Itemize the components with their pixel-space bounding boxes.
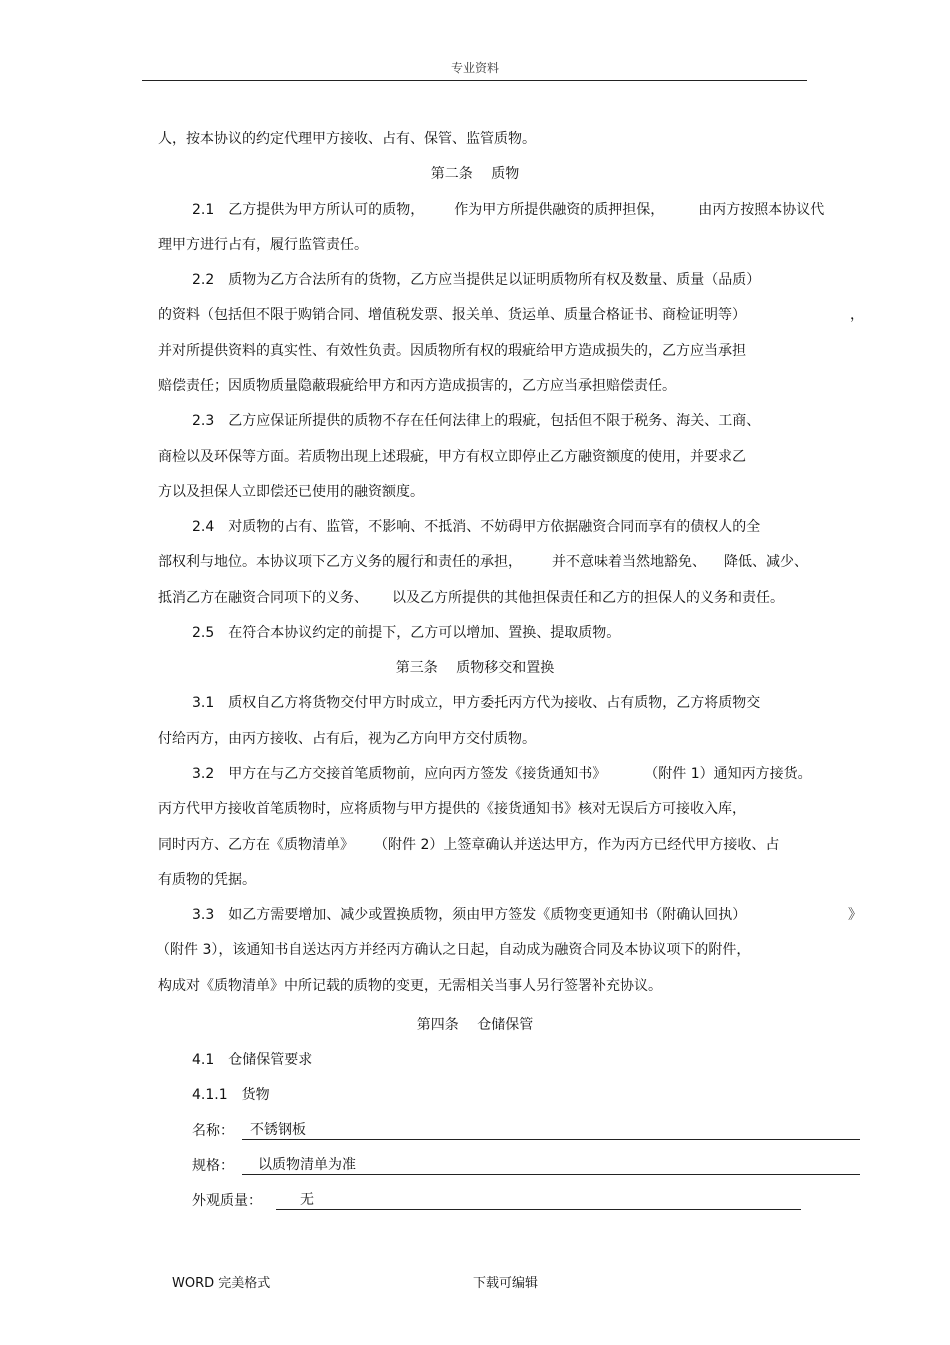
clause-3-1-line: 3.1 质权自乙方将货物交付甲方时成立，甲方委托丙方代为接收、占有质物，乙方将质物交 (192, 695, 761, 711)
spec-value: 以质物清单为准 (258, 1157, 356, 1173)
clause-2-2-comma: ， (850, 307, 864, 323)
clause-2-4-line: 2.4 对质物的占有、监管，不影响、不抵消、不妨碍甲方依据融资合同而享有的债权人的全 (192, 519, 761, 535)
text-segment: （附件 1）通知丙方接货。 (644, 766, 812, 782)
article-3-heading: 第三条 质物移交和置换 (395, 660, 555, 676)
text-segment: 作为甲方所提供融资的质押担保， (454, 202, 665, 218)
text-segment: 并不意味着当然地豁免、 (552, 554, 706, 570)
quality-field (276, 1191, 801, 1210)
paragraph-line: 人，按本协议的约定代理甲方接收、占有、保管、监管质物。 (158, 131, 536, 147)
text-segment: 部权利与地位。本协议项下乙方义务的履行和责任的承担， (158, 554, 522, 570)
clause-2-1-line: 理甲方进行占有，履行监管责任。 (158, 237, 368, 253)
clause-3-3-line: （附件 3），该通知书自送达丙方并经丙方确认之日起，自动成为融资合同及本协议项下的附件， (156, 942, 751, 958)
clause-2-2-line: 的资料（包括但不限于购销合同、增值税发票、报关单、货运单、质量合格证书、商检证明等） (158, 307, 746, 323)
clause-4-1-line: 4.1 仓储保管要求 (192, 1052, 313, 1068)
clause-3-3-line: 3.3 如乙方需要增加、减少或置换质物，须由甲方签发《质物变更通知书（附确认回执） (192, 907, 747, 923)
clause-2-3-line: 方以及担保人立即偿还已使用的融资额度。 (158, 484, 424, 500)
clause-2-4-line (158, 553, 808, 571)
text-segment: 抵消乙方在融资合同项下的义务、 (158, 590, 368, 606)
clause-3-2-line: 有质物的凭据。 (158, 872, 256, 888)
clause-3-2-line (192, 765, 812, 783)
spec-label: 规格： (192, 1158, 234, 1174)
quality-label: 外观质量： (192, 1193, 262, 1209)
clause-2-2-line: 2.2 质物为乙方合法所有的货物，乙方应当提供足以证明质物所有权及数量、质量（品质） (192, 272, 761, 288)
text-segment: （附件 2）上签章确认并送达甲方，作为丙方已经代甲方接收、占 (374, 837, 780, 853)
name-field (242, 1121, 860, 1140)
clause-4-1-1-line: 4.1.1 货物 (192, 1087, 270, 1103)
header-rule (142, 80, 807, 81)
clause-3-2-line: 丙方代甲方接收首笔质物时，应将质物与甲方提供的《接货通知书》核对无误后方可接收入库， (158, 801, 746, 817)
page-header: 专业资料 (450, 61, 499, 75)
clause-2-2-line: 赔偿责任；因质物质量隐蔽瑕疵给甲方和丙方造成损害的，乙方应当承担赔偿责任。 (158, 378, 676, 394)
clause-2-4-line (158, 589, 784, 607)
clause-2-3-line: 2.3 乙方应保证所提供的质物不存在任何法律上的瑕疵，包括但不限于税务、海关、工商、 (192, 413, 761, 429)
text-segment: 2.1 乙方提供为甲方所认可的质物， (192, 202, 425, 218)
name-value: 不锈钢板 (250, 1122, 306, 1138)
footer-right: 下载可编辑 (473, 1276, 539, 1291)
text-segment: 以及乙方所提供的其他担保责任和乙方的担保人的义务和责任。 (392, 590, 784, 606)
clause-3-3-line: 构成对《质物清单》中所记载的质物的变更，无需相关当事人另行签署补充协议。 (158, 978, 662, 994)
text-segment: 由丙方按照本协议代 (698, 202, 825, 218)
clause-3-2-line (158, 836, 779, 854)
clause-2-1-line (192, 201, 824, 219)
clause-2-5-line: 2.5 在符合本协议约定的前提下，乙方可以增加、置换、提取质物。 (192, 625, 621, 641)
clause-3-3-closing-bracket: 》 (848, 907, 862, 923)
text-segment: 3.2 甲方在与乙方交接首笔质物前，应向丙方签发《接货通知书》 (192, 766, 607, 782)
clause-2-2-line: 并对所提供资料的真实性、有效性负责。因质物所有权的瑕疵给甲方造成损失的，乙方应当承担 (158, 343, 746, 359)
spec-field (242, 1156, 860, 1175)
article-4-heading: 第四条 仓储保管 (416, 1017, 534, 1033)
footer-left: WORD 完美格式 (172, 1276, 271, 1291)
clause-2-3-line: 商检以及环保等方面。若质物出现上述瑕疵，甲方有权立即停止乙方融资额度的使用，并要求乙 (158, 449, 746, 465)
article-2-heading: 第二条 质物 (430, 166, 520, 182)
text-segment: 降低、减少、 (724, 554, 808, 570)
text-segment: 同时丙方、乙方在《质物清单》 (158, 837, 354, 853)
clause-3-1-line: 付给丙方，由丙方接收、占有后，视为乙方向甲方交付质物。 (158, 731, 536, 747)
name-label: 名称： (192, 1123, 234, 1139)
quality-value: 无 (300, 1192, 314, 1208)
